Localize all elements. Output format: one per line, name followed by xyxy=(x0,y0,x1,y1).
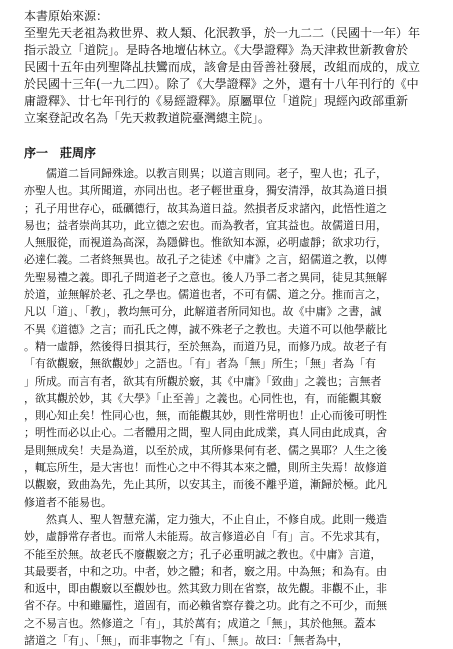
body-line: 其最要者，中和之功。中者，妙之體；和者，竅之用。中為無；和為有。由 xyxy=(24,564,387,578)
source-line: 民國十五年由列聖降乩扶鸞而成，該會是由晉善社發展，改組而成的，成立 xyxy=(24,60,421,74)
document-page xyxy=(24,8,432,649)
body-line: 省不存。中和雖屬性，道固有，而必賴省察存養之功。此有之不可少，而無 xyxy=(24,599,387,613)
body-line: 必達仁義。二者終無異也。故孔子之徒述《中庸》之言，紹儒道之教，以傳 xyxy=(24,253,387,267)
body-line: 人無服從，而視道為高深，為隱僻也。惟欲知本源，必明虛靜；欲求功行， xyxy=(24,236,387,250)
body-line: ，欲其觀於妙，其《大學》「止至善」之義也。心同性也，有，而能觀其竅 xyxy=(24,391,382,405)
body-line: ；孔子用世存心，砥礪德行，故其為道日益。然損者反求諸內，此悟性道之 xyxy=(24,201,387,215)
body-line: 於道，並無解於老、孔之學也。儒道也者，不可有儒、道之分。推而言之， xyxy=(24,288,387,302)
body-line: 。精一虛靜，然後得日損其行，至於無為，而道乃見，而修乃成。故老子有 xyxy=(24,339,387,353)
body-line: 諸道之「有」、「無」，而非事物之「有」、「無」。故曰：「無者為中， xyxy=(24,634,349,648)
source-note xyxy=(24,8,432,127)
source-line: 於民國十三年(一九二四）。除了《大學證釋》之外，還有十八年刊行的《中 xyxy=(24,77,419,91)
body-line: ，輒忘所生，是大害也！而性心之中不得其本來之體，則所主失焉！故修道 xyxy=(24,461,387,475)
body-line: 先聖易禮之義。即孔子問道老子之意也。後人乃爭二者之異同，徒見其無解 xyxy=(24,270,387,284)
source-line: 立案登記改名為「先天救教道院臺灣總主院」。 xyxy=(24,111,271,125)
body-line: 」所成。而言有者，欲其有所觀於竅，其《中庸》「致曲」之義也；言無者 xyxy=(24,374,382,388)
body-line: 然真人、聖人智慧充滿，定力強大，不止自止，不修自成。此則一幾造 xyxy=(24,512,387,526)
body-line: 是則無成矣！夫是為道，以至於成，其所修果何有老、儒之異耶？人生之後 xyxy=(24,443,387,457)
body-line: 和返中，即由觀竅以至觀妙也。然其致力則在省察，故先觀。非觀不止，非 xyxy=(24,582,387,596)
section-title: 序一 莊周序 xyxy=(24,146,97,160)
body-line: 儒道二旨同歸殊途。以教言則異；以道言則同。老子，聖人也；孔子， xyxy=(24,167,387,180)
body-line: 不能至於無。故老氏不廢觀竅之方；孔子必重明誠之教也。《中庸》言道， xyxy=(24,547,382,561)
section-body xyxy=(24,165,432,649)
body-line: 修道者不能易也。 xyxy=(24,495,112,509)
body-line: 凡以「道」、「教」，教均無可分，此解道者所同知也。故《中庸》之書，誠 xyxy=(24,305,382,319)
body-line: 易也；益者崇尚其功，此立德之宏也。而為教者，宜其益也。故儒道日用， xyxy=(24,218,387,232)
body-line: 以觀竅，致曲為先，先止其所，以安其主，而後不離乎道，漸歸於極。此凡 xyxy=(24,478,387,492)
body-line: ；明性而必以止心。二者體用之間，聖人同由此成業，真人同由此成真，舍 xyxy=(24,426,387,440)
body-line: 「有欲觀竅，無欲觀妙」之語也。「有」者為「無」所生；「無」者為「有 xyxy=(24,357,376,371)
source-line: 指示設立「道院」。是時各地壇佔林立。《大學證釋》為天津救世新教會於 xyxy=(24,43,409,57)
body-line: ，則心知止矣！性同心也，無，而能觀其妙，則性常明也！止心而後可明性 xyxy=(24,409,387,423)
source-line: 至聖先天老祖為救世界、救人類、化泯教爭，於一九二二（民國十一年）年 xyxy=(24,26,421,40)
source-line: 庸證釋》、廿七年刊行的《易經證釋》。原屬單位「道院」現經內政部重新 xyxy=(24,94,409,108)
body-line: 妙，虛靜常存者也。而常人未能焉。故言修道必自「有」言。不先求其有， xyxy=(24,530,387,544)
body-line: 不異《道德》之言；而孔氏之傳，誠不殊老子之教也。夫道不可以他學蔽比 xyxy=(24,322,387,336)
body-line: 之不易言也。然修道之「有」，其於萬有；成道之「無」，其於他無。蓋本 xyxy=(24,616,376,630)
source-line: 本書原始來源： xyxy=(24,9,109,23)
body-line: 亦聖人也。其所聞道，亦同出也。老子輕世重身，獨安清淨，故其為道日損 xyxy=(24,184,387,198)
